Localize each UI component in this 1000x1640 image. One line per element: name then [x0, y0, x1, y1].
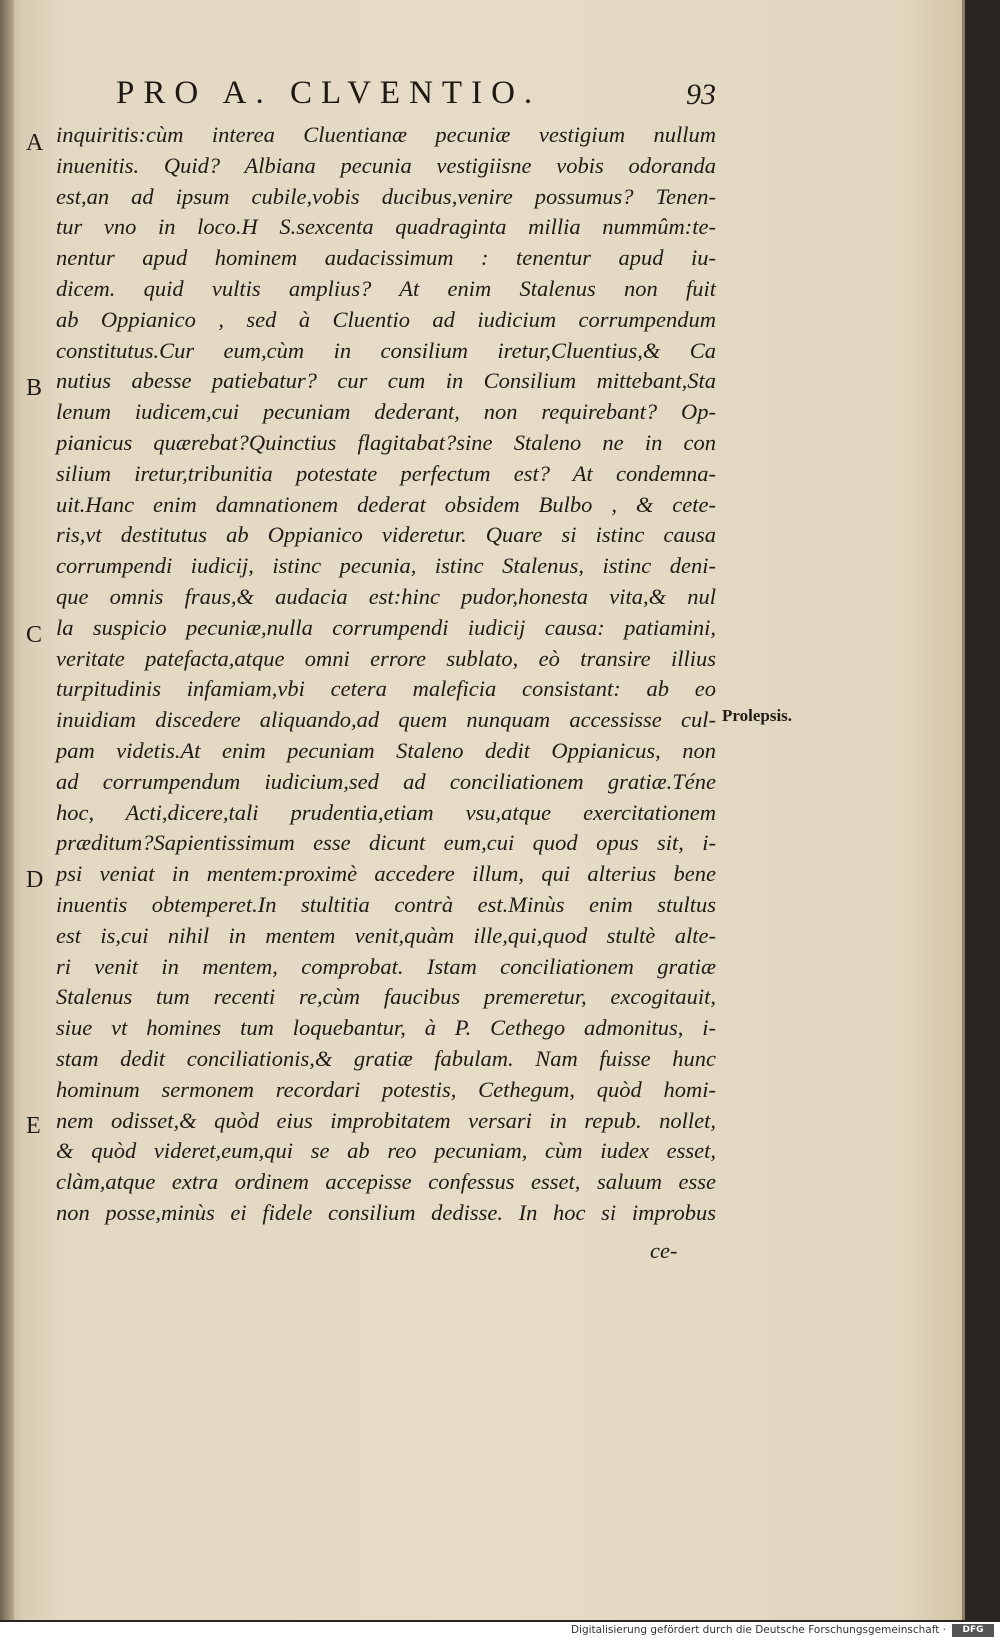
- margin-letter-e: E: [26, 1113, 41, 1139]
- text-body: [56, 120, 716, 1229]
- running-header: PRO A. CLVENTIO.: [116, 75, 542, 111]
- catchword: ce-: [650, 1238, 678, 1263]
- footer-credit: Digitalisierung gefördert durch die Deutsche Forschungsgemeinschaft ·: [570, 1624, 946, 1636]
- text-line: hoc, Acti,dicere,tali prudentia,etiam vsu,atque exercitationem: [56, 799, 716, 825]
- text-line: silium iretur,tribunitia potestate perfectum est? At condemna-: [56, 460, 716, 486]
- text-line: inquiritis:cùm interea Cluentianæ pecuniæ vestigium nullum: [56, 122, 716, 147]
- margin-letter-c: C: [26, 622, 43, 648]
- text-line: est,an ad ipsum cubile,vobis ducibus,venire possumus? Tenen-: [56, 183, 716, 209]
- dfg-logo: DFG: [952, 1624, 994, 1637]
- text-line: que omnis fraus,& audacia est:hinc pudor,honesta vita,& nul: [56, 583, 716, 609]
- text-line: nutius abesse patiebatur? cur cum in Consilium mittebant,Sta: [56, 368, 716, 394]
- text-line: constitutus.Cur eum,cùm in consilium iretur,Cluentius,& Ca: [56, 337, 716, 363]
- text-line: uit.Hanc enim damnationem dederat obsidem Bulbo , & cete-: [56, 491, 716, 517]
- text-line: tur vno in loco.H S.sexcenta quadraginta millia nummûm:te-: [56, 214, 716, 240]
- text-line: veritate patefacta,atque omni errore sublato, eò transire illius: [56, 645, 716, 671]
- text-line: inuenitis. Quid? Albiana pecunia vestigiisne vobis odoranda: [56, 152, 716, 178]
- footer-bar: [0, 1622, 1000, 1640]
- text-line: clàm,atque extra ordinem accepisse confessus esset, saluum esse: [56, 1169, 716, 1195]
- text-line: præditum?Sapientissimum esse dicunt eum,cui quod opus sit, i-: [56, 830, 716, 856]
- text-line: ri venit in mentem, comprobat. Istam conciliationem gratiæ: [56, 953, 716, 979]
- text-line: non posse,minùs ei fidele consilium dedisse. In hoc si improbus: [56, 1199, 716, 1225]
- text-line: corrumpendi iudicij, istinc pecunia, istinc Stalenus, istinc deni-: [56, 553, 716, 579]
- text-line: dicem. quid vultis amplius? At enim Stalenus non fuit: [56, 275, 716, 301]
- margin-letter-a: A: [26, 130, 44, 156]
- text-line: ab Oppianico , sed à Cluentio ad iudicium corrumpendum: [56, 306, 716, 332]
- side-note: Prolepsis.: [722, 706, 793, 725]
- text-line: psi veniat in mentem:proximè accedere illum, qui alterius bene: [56, 861, 716, 887]
- text-line: & quòd videret,eum,qui se ab reo pecuniam, cùm iudex esset,: [56, 1138, 716, 1164]
- text-line: la suspicio pecuniæ,nulla corrumpendi iudicij causa: patiamini,: [56, 614, 716, 640]
- text-line: lenum iudicem,cui pecuniam dederant, non requirebant? Op-: [56, 399, 716, 425]
- text-line: inuentis obtemperet.In stultitia contrà est.Minùs enim stultus: [56, 891, 716, 917]
- margin-letters: [0, 0, 56, 1300]
- text-line: Stalenus tum recenti re,cùm faucibus premeretur, excogitauit,: [56, 984, 716, 1010]
- text-line: turpitudinis infamiam,vbi cetera maleficia consistant: ab eo: [56, 676, 716, 702]
- text-line: pam videtis.At enim pecuniam Staleno dedit Oppianicus, non: [56, 737, 716, 763]
- text-line: hominum sermonem recordari potestis, Cethegum, quòd homi-: [56, 1076, 716, 1102]
- margin-letter-b: B: [26, 375, 43, 401]
- text-line: nem odisset,& quòd eius improbitatem versari in repub. nollet,: [56, 1107, 716, 1133]
- text-line: inuidiam discedere aliquando,ad quem nunquam accessisse cul-: [56, 707, 716, 733]
- text-line: stam dedit conciliationis,& gratiæ fabulam. Nam fuisse hunc: [56, 1045, 716, 1071]
- margin-letter-d: D: [26, 867, 44, 893]
- text-line: ris,vt destitutus ab Oppianico videretur. Quare si istinc causa: [56, 522, 716, 548]
- text-line: nentur apud hominem audacissimum : tenentur apud iu-: [56, 245, 716, 271]
- text-line: siue vt homines tum loquebantur, à P. Cethego admonitus, i-: [56, 1015, 716, 1041]
- text-line: est is,cui nihil in mentem venit,quàm ille,qui,quod stultè alte-: [56, 922, 716, 948]
- text-line: pianicus quærebat?Quinctius flagitabat?sine Staleno ne in con: [56, 429, 716, 455]
- text-line: ad corrumpendum iudicium,sed ad conciliationem gratiæ.Téne: [56, 768, 716, 794]
- page-number: 93: [686, 78, 716, 111]
